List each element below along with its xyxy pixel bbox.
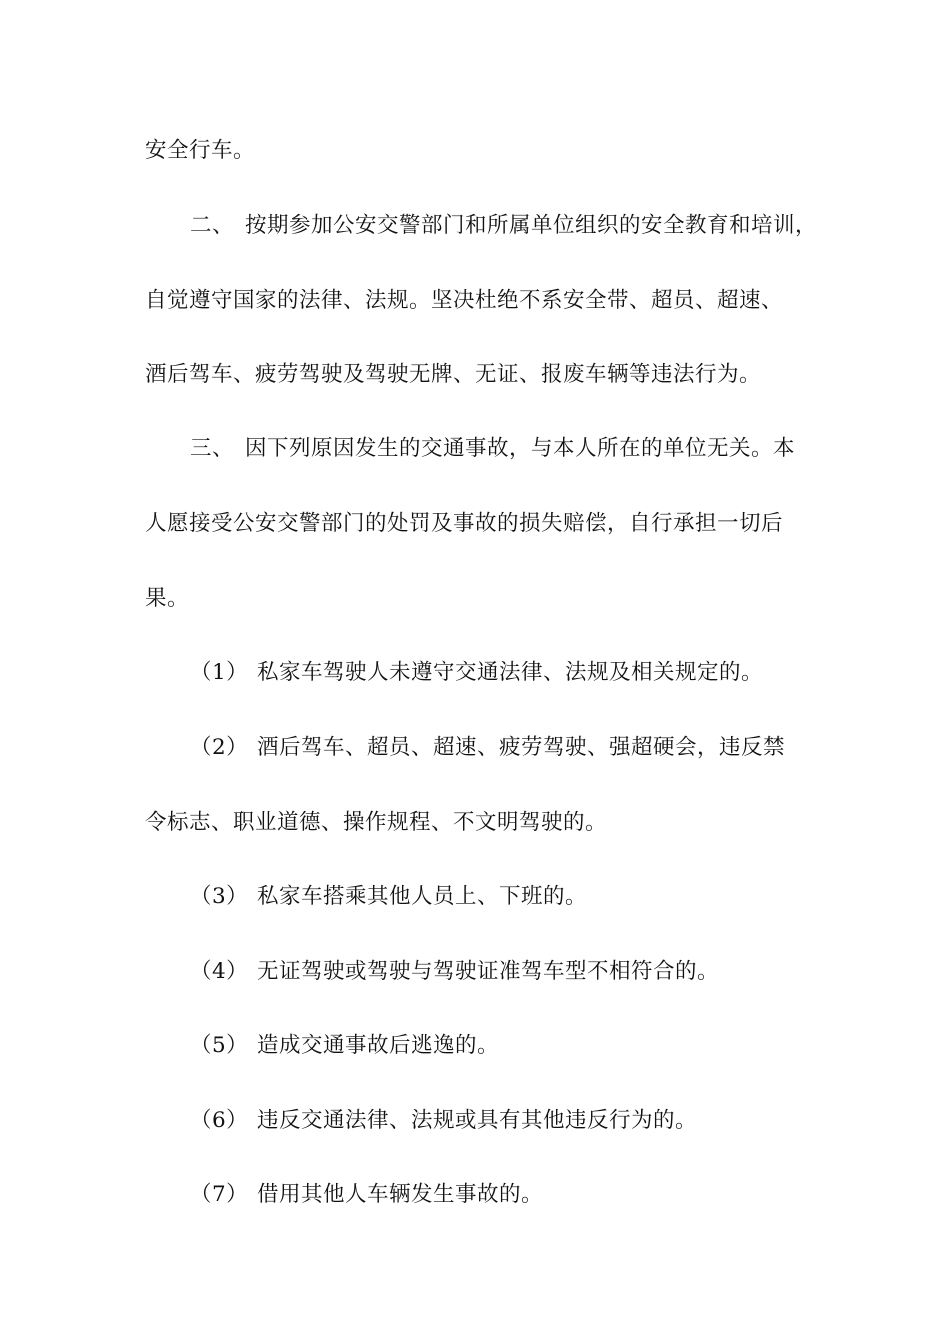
list-item bbox=[190, 879, 860, 915]
item-number: （1） bbox=[190, 660, 249, 685]
list-item bbox=[190, 1103, 860, 1139]
item-text: 令标志、职业道德、操作规程、不文明驾驶的。 bbox=[145, 810, 608, 835]
item-number: （7） bbox=[190, 1182, 249, 1207]
item-number: （5） bbox=[190, 1033, 249, 1058]
paragraph-text: 安全行车。 bbox=[145, 138, 256, 163]
section-3-line-1 bbox=[190, 431, 860, 467]
paragraph-text: 人愿接受公安交警部门的处罚及事故的损失赔偿，自行承担一切后 bbox=[145, 511, 784, 536]
item-text: 私家车搭乘其他人员上、下班的。 bbox=[257, 884, 588, 909]
section-2-line-1 bbox=[190, 208, 860, 244]
list-item-continuation bbox=[145, 805, 815, 841]
paragraph-text: 自觉遵守国家的法律、法规。坚决杜绝不系安全带、超员、超速、 bbox=[145, 288, 784, 313]
list-item bbox=[190, 1177, 860, 1213]
list-item bbox=[190, 655, 860, 691]
paragraph-text: 果。 bbox=[145, 586, 190, 611]
item-number: （4） bbox=[190, 959, 249, 984]
item-text: 无证驾驶或驾驶与驾驶证准驾车型不相符合的。 bbox=[257, 959, 720, 984]
item-text: 私家车驾驶人未遵守交通法律、法规及相关规定的。 bbox=[257, 660, 764, 685]
section-3-line-3 bbox=[145, 581, 815, 617]
paragraph-text: 酒后驾车、疲劳驾驶及驾驶无牌、无证、报废车辆等违法行为。 bbox=[145, 362, 762, 387]
list-item bbox=[190, 954, 860, 990]
item-number: （2） bbox=[190, 735, 249, 760]
section-number: 二、 bbox=[190, 213, 235, 238]
section-2-line-3 bbox=[145, 357, 815, 393]
section-number: 三、 bbox=[190, 436, 235, 461]
item-text: 违反交通法律、法规或具有其他违反行为的。 bbox=[257, 1108, 698, 1133]
item-text: 造成交通事故后逃逸的。 bbox=[257, 1033, 500, 1058]
item-number: （6） bbox=[190, 1108, 249, 1133]
item-text: 借用其他人车辆发生事故的。 bbox=[257, 1182, 544, 1207]
section-2-line-2 bbox=[145, 283, 815, 319]
list-item bbox=[190, 1028, 860, 1064]
item-text: 酒后驾车、超员、超速、疲劳驾驶、强超硬会，违反禁 bbox=[257, 735, 786, 760]
list-item bbox=[190, 730, 860, 766]
paragraph-text: 按期参加公安交警部门和所属单位组织的安全教育和培训， bbox=[245, 213, 818, 238]
section-3-line-2 bbox=[145, 506, 815, 542]
paragraph-text: 因下列原因发生的交通事故，与本人所在的单位无关。本 bbox=[245, 436, 796, 461]
item-number: （3） bbox=[190, 884, 249, 909]
text-line bbox=[145, 133, 815, 169]
